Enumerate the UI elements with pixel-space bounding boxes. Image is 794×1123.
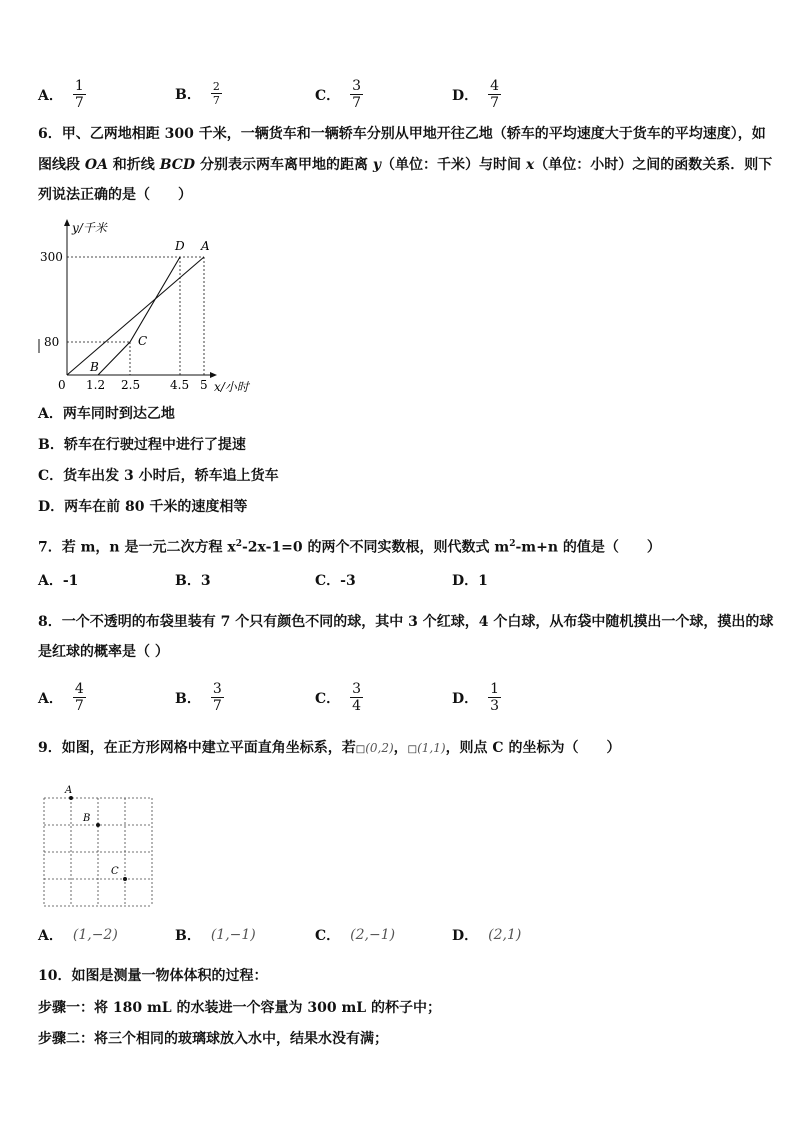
q7-option-d[interactable]: D．1 bbox=[452, 573, 488, 589]
placeholder-box-icon: □ bbox=[407, 744, 418, 755]
fraction bbox=[73, 78, 86, 111]
segment-oa-line bbox=[67, 257, 204, 375]
point-c-label: C bbox=[138, 334, 148, 348]
q8-stem-line2: 是红球的概率是（ ） bbox=[38, 644, 169, 660]
text: 9．如图，在正方形网格中建立平面直角坐标系，若 bbox=[38, 740, 356, 756]
denominator: 7 bbox=[74, 698, 84, 714]
x-axis-arrow bbox=[210, 372, 217, 378]
numerator: 3 bbox=[212, 681, 222, 697]
q7-option-c[interactable]: C．-3 bbox=[315, 573, 356, 589]
superscript: 2 bbox=[235, 539, 242, 549]
text: 和折线 bbox=[107, 157, 160, 173]
fraction bbox=[211, 80, 222, 107]
denominator: 7 bbox=[352, 95, 362, 111]
q10-stem-line1: 10．如图是测量一物体体积的过程： bbox=[38, 968, 268, 984]
q9-grid-figure bbox=[40, 782, 160, 912]
option-value: (1,−1) bbox=[210, 927, 256, 943]
q6-stem-line1: 6．甲、乙两地相距 300 千米，一辆货车和一辆轿车分别从甲地开往乙地（轿车的平均速度大于货车的平均速度），如 bbox=[38, 126, 766, 142]
numerator: 1 bbox=[74, 78, 84, 94]
point-d-label: D bbox=[175, 239, 185, 253]
x-tick-5: 5 bbox=[200, 378, 208, 392]
q5-option-a[interactable] bbox=[38, 78, 86, 111]
fraction bbox=[350, 681, 363, 714]
q5-option-d[interactable] bbox=[452, 78, 501, 111]
text: 图线段 bbox=[38, 157, 85, 173]
placeholder-box-icon: □ bbox=[355, 744, 366, 755]
option-letter: B． bbox=[175, 928, 201, 944]
q9-option-d[interactable] bbox=[452, 925, 521, 945]
text: ，则点 C 的坐标为（ ） bbox=[445, 740, 621, 756]
var-x: x bbox=[525, 157, 535, 173]
x-tick-1.2: 1.2 bbox=[86, 378, 106, 392]
separator: ， bbox=[393, 740, 408, 756]
q8-option-c[interactable] bbox=[315, 681, 363, 714]
q7-option-b[interactable]: B．3 bbox=[175, 573, 211, 589]
text: -m+n 的值是（ ） bbox=[515, 539, 661, 556]
numerator: 2 bbox=[212, 80, 220, 93]
text: 分别表示两车离甲地的距离 bbox=[195, 157, 373, 173]
point-c-label: C bbox=[111, 866, 119, 877]
polyline-bcd: BCD bbox=[159, 157, 196, 173]
option-value: (2,−1) bbox=[350, 927, 396, 943]
y-tick-300: 300 bbox=[40, 250, 63, 264]
option-value: (1,−2) bbox=[72, 927, 118, 943]
dashed-grid bbox=[44, 798, 152, 906]
x-tick-2.5: 2.5 bbox=[121, 378, 141, 392]
fraction bbox=[73, 681, 86, 714]
point-a-dot bbox=[69, 796, 73, 800]
q8-stem-line1: 8．一个不透明的布袋里装有 7 个只有颜色不同的球，其中 3 个红球，4 个白球，从布袋中随机摸出一个球，摸出的球 bbox=[38, 614, 774, 630]
point-a-label: A bbox=[65, 785, 73, 796]
option-letter: D． bbox=[452, 690, 479, 707]
numerator: 4 bbox=[74, 681, 84, 697]
x-axis-label: x/小时 bbox=[214, 380, 249, 394]
q8-option-d[interactable] bbox=[452, 681, 501, 714]
denominator: 7 bbox=[74, 95, 84, 111]
origin-label: 0 bbox=[58, 378, 66, 392]
q6-stem-line3: 列说法正确的是（ ） bbox=[38, 187, 192, 203]
segment-oa: OA bbox=[84, 157, 108, 173]
q10-step-1: 步骤一：将 180 mL 的水装进一个容量为 300 mL 的杯子中； bbox=[38, 1000, 442, 1016]
option-letter: C． bbox=[315, 87, 341, 104]
option-letter: A． bbox=[38, 690, 63, 707]
q8-option-a[interactable] bbox=[38, 681, 86, 714]
option-letter: D． bbox=[452, 87, 479, 104]
q9-stem bbox=[38, 733, 758, 765]
fraction bbox=[350, 78, 363, 111]
y-axis-label: y/千米 bbox=[72, 221, 107, 235]
point-b-label: B bbox=[90, 360, 99, 374]
q7-stem bbox=[38, 529, 758, 563]
text: 7．若 m，n 是一元二次方程 x bbox=[38, 539, 236, 556]
q9-option-a[interactable] bbox=[38, 925, 118, 945]
denominator: 3 bbox=[490, 698, 500, 714]
q6-option-d[interactable]: D．两车在前 80 千米的速度相等 bbox=[38, 499, 248, 515]
denominator: 4 bbox=[352, 698, 362, 714]
q7-option-a[interactable]: A．-1 bbox=[38, 573, 79, 589]
y-tick-80: 80 bbox=[44, 335, 60, 349]
q8-option-b[interactable] bbox=[175, 681, 224, 714]
q10-step-2: 步骤二：将三个相同的玻璃球放入水中，结果水没有满； bbox=[38, 1031, 388, 1047]
q6-option-c[interactable]: C．货车出发 3 小时后，轿车追上货车 bbox=[38, 468, 279, 484]
option-letter: C． bbox=[315, 690, 341, 707]
fraction bbox=[488, 681, 501, 714]
q6-option-b[interactable]: B．轿车在行驶过程中进行了提速 bbox=[38, 437, 246, 453]
denominator: 7 bbox=[490, 95, 500, 111]
denominator: 7 bbox=[212, 94, 220, 107]
text: -2x-1=0 的两个不同实数根，则代数式 m bbox=[241, 539, 510, 556]
fraction bbox=[211, 681, 224, 714]
option-letter: B． bbox=[175, 690, 201, 707]
var-y: y bbox=[372, 157, 381, 173]
fraction bbox=[488, 78, 501, 111]
denominator: 7 bbox=[212, 698, 222, 714]
polyline-bcd-line bbox=[98, 257, 180, 375]
q5-option-c[interactable] bbox=[315, 78, 363, 111]
y-axis-arrow bbox=[64, 219, 70, 226]
q6-stem-line2 bbox=[38, 150, 773, 180]
text: （单位：小时）之间的函数关系．则下 bbox=[534, 157, 773, 173]
option-letter: A． bbox=[38, 928, 63, 944]
q5-option-b[interactable] bbox=[175, 80, 222, 107]
q9-option-b[interactable] bbox=[175, 925, 256, 945]
numerator: 4 bbox=[490, 78, 500, 94]
numerator: 1 bbox=[490, 681, 500, 697]
coord-b: (1,1) bbox=[417, 741, 446, 755]
option-letter: D． bbox=[452, 928, 479, 944]
point-b-dot bbox=[96, 823, 100, 827]
point-c-dot bbox=[123, 877, 127, 881]
q6-graph bbox=[30, 215, 290, 400]
option-letter: B． bbox=[175, 86, 201, 103]
text: （单位：千米）与时间 bbox=[380, 157, 526, 173]
q9-option-c[interactable] bbox=[315, 925, 395, 945]
point-a-label: A bbox=[201, 239, 210, 253]
q6-option-a[interactable]: A．两车同时到达乙地 bbox=[38, 406, 175, 422]
point-b-label: B bbox=[83, 813, 91, 824]
option-value: (2,1) bbox=[488, 927, 522, 943]
numerator: 3 bbox=[352, 681, 362, 697]
option-letter: C． bbox=[315, 928, 341, 944]
superscript: 2 bbox=[509, 539, 516, 549]
numerator: 3 bbox=[352, 78, 362, 94]
coord-a: (0,2) bbox=[365, 741, 394, 755]
x-tick-4.5: 4.5 bbox=[170, 378, 190, 392]
option-letter: A． bbox=[38, 87, 63, 104]
